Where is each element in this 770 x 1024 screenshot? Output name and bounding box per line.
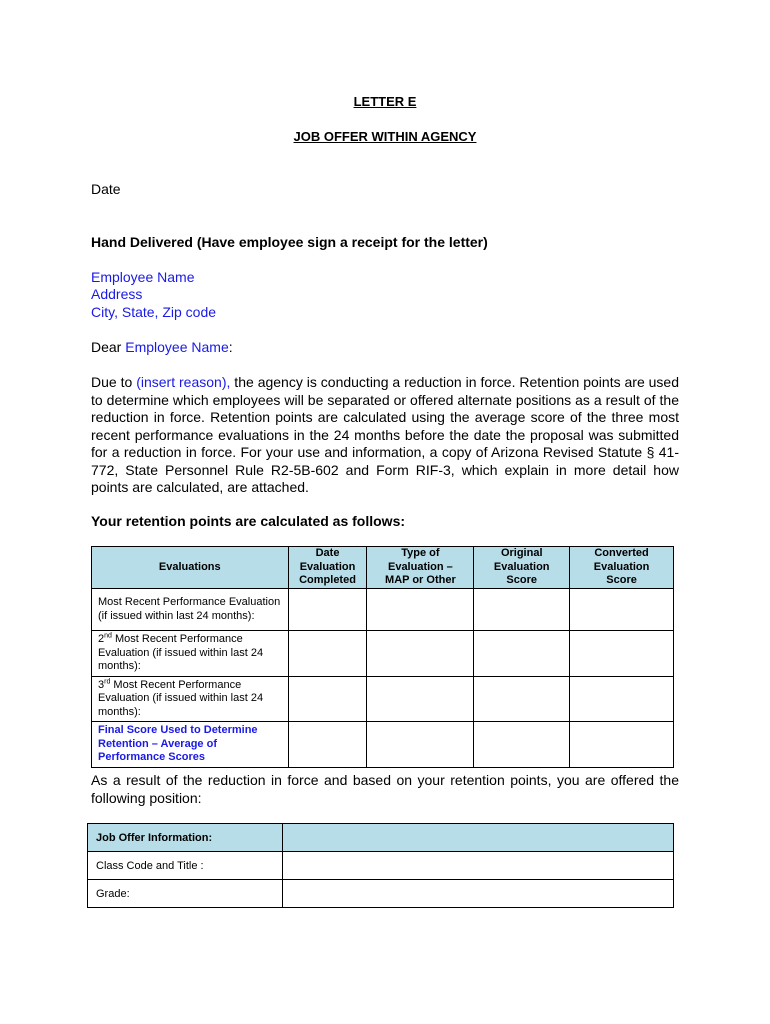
ordinal-suffix: nd (104, 632, 112, 640)
cell-date-completed[interactable] (288, 722, 367, 768)
body-paragraph (91, 374, 679, 497)
header-line: Score (506, 574, 537, 587)
header-line: Converted (594, 547, 649, 560)
header-evaluation-type (367, 547, 474, 589)
header-original-score (474, 547, 570, 589)
cell-converted-score[interactable] (570, 631, 674, 677)
table-row (92, 676, 674, 722)
cell-date-completed[interactable] (288, 631, 367, 677)
cell-original-score[interactable] (474, 589, 570, 631)
ordinal-number: 3 (98, 678, 105, 691)
header-date-completed (288, 547, 367, 589)
delivery-note: Hand Delivered (Have employee sign a receipt for the letter) (91, 234, 488, 250)
ordinal-number: 2 (98, 633, 105, 645)
row-label-third (92, 676, 289, 722)
grade-label: Grade: (88, 880, 283, 908)
cell-original-score[interactable] (474, 722, 570, 768)
row-label-second (92, 631, 289, 677)
job-offer-header-value (282, 824, 673, 852)
body-text: the agency is conducting a reduction in force. Retention points are used to determine which employees will be separated or offered alternate positions as a result of the reduction in force. Retention points are calculated using the average score of the three most recent performance evaluations in the 24 months before the date the proposal was submitted for a reduction in force. For your use and information, a copy of Arizona Revised Statute § 41-772, State Personnel Rule R2-5B-602 and Form RIF-3, which explain in more detail how points are calculated, are attached. (91, 374, 680, 495)
class-code-value[interactable] (282, 852, 673, 880)
cell-evaluation-type[interactable] (367, 722, 474, 768)
letter-title: LETTER E (353, 94, 417, 109)
header-line: Type of (401, 547, 440, 560)
cell-converted-score[interactable] (570, 676, 674, 722)
offer-paragraph: As a result of the reduction in force and based on your retention points, you are offered the following position: (91, 772, 679, 806)
cell-evaluation-type[interactable] (367, 631, 474, 677)
address-city-line: City, State, Zip code (91, 304, 217, 320)
retention-table (91, 546, 674, 768)
cell-evaluation-type[interactable] (367, 589, 474, 631)
header-line: Evaluation (593, 560, 650, 573)
row-text: Most Recent Performance Evaluation (if issued within last 24 months): (98, 678, 264, 718)
table-row (88, 852, 674, 880)
table-row (88, 880, 674, 908)
header-line: Evaluation (493, 560, 550, 573)
job-offer-header-label: Job Offer Information: (88, 824, 283, 852)
letter-subject: JOB OFFER WITHIN AGENCY (293, 129, 477, 144)
retention-header-row (92, 547, 674, 589)
header-line: Score (606, 574, 637, 587)
cell-original-score[interactable] (474, 676, 570, 722)
table-row (92, 631, 674, 677)
job-offer-header-row (88, 824, 674, 852)
cell-date-completed[interactable] (288, 589, 367, 631)
header-line: MAP or Other (385, 574, 456, 587)
grade-value[interactable] (282, 880, 673, 908)
salutation-prefix: Dear (91, 339, 126, 355)
date-label: Date (91, 181, 121, 197)
salutation-name: Employee Name (125, 339, 229, 355)
row-label-final-score: Final Score Used to Determine Retention – Average of Performance Scores (92, 722, 289, 768)
table-row (92, 722, 674, 768)
row-text: Most Recent Performance Evaluation (if issued within last 24 months): (98, 633, 264, 672)
cell-converted-score[interactable] (570, 722, 674, 768)
header-converted-score (570, 547, 674, 589)
row-label-most-recent: Most Recent Performance Evaluation (if issued within last 24 months): (92, 589, 289, 631)
address-name: Employee Name (91, 269, 195, 285)
header-line: Original (500, 547, 543, 560)
header-line: Completed (299, 574, 356, 587)
salutation-suffix: : (228, 339, 233, 355)
header-line: Evaluation – (387, 560, 453, 573)
cell-converted-score[interactable] (570, 589, 674, 631)
address-street: Address (91, 286, 143, 302)
body-lead: Due to (91, 374, 137, 390)
class-code-label: Class Code and Title : (88, 852, 283, 880)
job-offer-table (87, 823, 674, 908)
retention-heading: Your retention points are calculated as follows: (91, 513, 406, 529)
header-line: Evaluation (299, 560, 356, 573)
ordinal-suffix: rd (104, 677, 111, 685)
header-evaluations: Evaluations (92, 547, 289, 589)
body-reason: (insert reason), (136, 374, 231, 390)
table-row (92, 589, 674, 631)
cell-date-completed[interactable] (288, 676, 367, 722)
cell-original-score[interactable] (474, 631, 570, 677)
cell-evaluation-type[interactable] (367, 676, 474, 722)
header-line: Date (315, 547, 340, 560)
salutation (91, 339, 233, 357)
